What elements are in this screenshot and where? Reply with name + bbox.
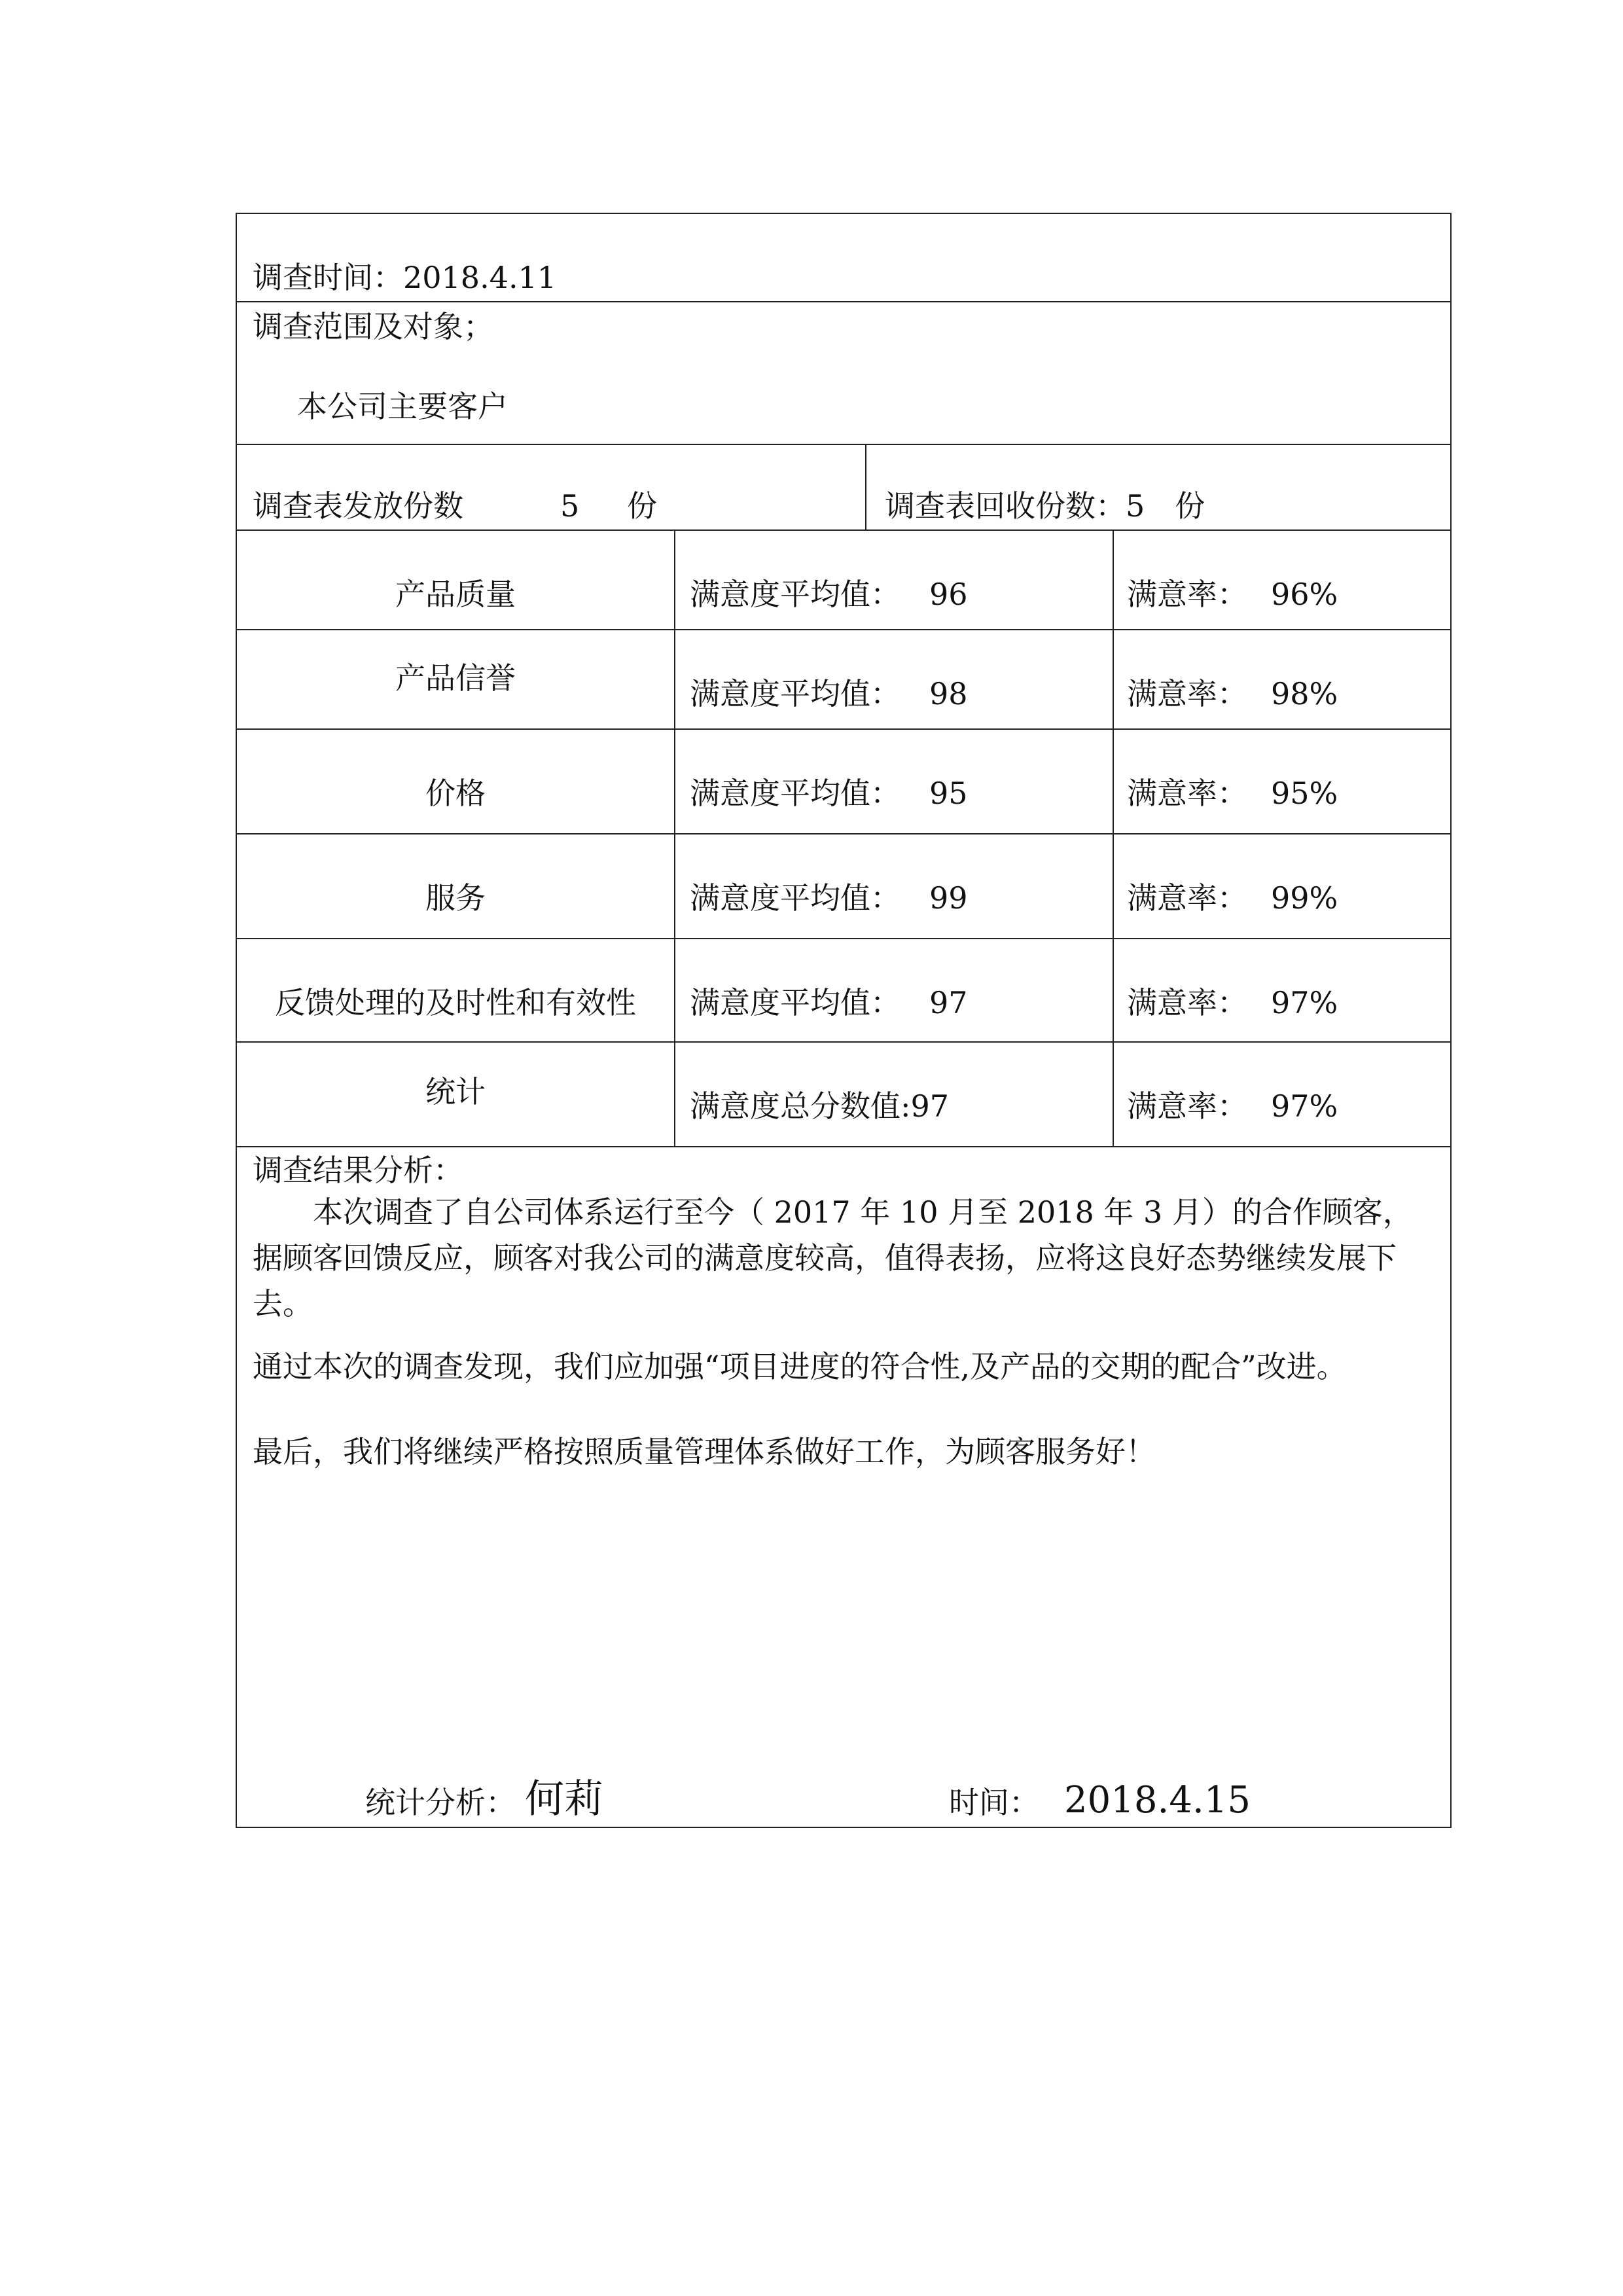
distributed-count: 5 bbox=[560, 488, 580, 524]
column-divider bbox=[674, 1043, 675, 1146]
rate-value: 96% bbox=[1271, 577, 1338, 612]
rate-label: 满意率： bbox=[1127, 676, 1247, 711]
avg-label: 满意度平均值： bbox=[690, 880, 901, 916]
rate-label: 满意率： bbox=[1127, 880, 1247, 916]
rate-value: 97% bbox=[1271, 1088, 1338, 1124]
avg-label: 满意度平均值： bbox=[690, 676, 901, 711]
rate-label: 满意率： bbox=[1127, 1088, 1247, 1124]
rate-label: 满意率： bbox=[1127, 577, 1247, 612]
column-divider bbox=[1113, 630, 1114, 728]
analysis-section bbox=[237, 1147, 1450, 1829]
returned-count: 调查表回收份数：5 份 bbox=[885, 488, 1205, 524]
item-name: 服务 bbox=[425, 880, 486, 916]
rating-row-quality bbox=[237, 531, 1450, 630]
analysis-title: 调查结果分析： bbox=[253, 1153, 463, 1188]
survey-time: 调查时间：2018.4.11 bbox=[253, 260, 557, 295]
rating-row-feedback bbox=[237, 939, 1450, 1043]
item-name: 产品信誉 bbox=[395, 660, 516, 696]
analyst-signature: 何莉 bbox=[525, 1776, 603, 1822]
total-avg: 满意度总分数值:97 bbox=[690, 1088, 950, 1124]
column-divider bbox=[1113, 531, 1114, 629]
rating-row-total bbox=[237, 1043, 1450, 1147]
avg-label: 满意度平均值： bbox=[690, 985, 901, 1020]
column-divider bbox=[674, 834, 675, 938]
analysis-paragraph-2: 通过本次的调查发现，我们应加强“项目进度的符合性,及产品的交期的配合”改进。 bbox=[253, 1349, 1347, 1384]
survey-form bbox=[236, 213, 1452, 1828]
distributed-unit: 份 bbox=[627, 488, 657, 524]
scope-label: 调查范围及对象； bbox=[253, 309, 493, 344]
item-name: 价格 bbox=[425, 776, 486, 811]
analyst-label: 统计分析： bbox=[365, 1785, 516, 1820]
column-divider bbox=[1113, 939, 1114, 1041]
scope-value: 本公司主要客户 bbox=[297, 389, 508, 424]
count-divider bbox=[865, 445, 866, 529]
rating-row-reputation bbox=[237, 630, 1450, 730]
avg-value: 97 bbox=[929, 985, 968, 1020]
column-divider bbox=[674, 939, 675, 1041]
total-name: 统计 bbox=[425, 1074, 486, 1109]
survey-time-row bbox=[237, 214, 1450, 302]
column-divider bbox=[1113, 834, 1114, 938]
column-divider bbox=[1113, 730, 1114, 833]
item-name: 反馈处理的及时性和有效性 bbox=[275, 985, 636, 1020]
rating-row-service bbox=[237, 834, 1450, 939]
date-label: 时间： bbox=[949, 1785, 1039, 1820]
rate-value: 97% bbox=[1271, 985, 1338, 1020]
count-row bbox=[237, 445, 1450, 531]
rate-value: 98% bbox=[1271, 676, 1338, 711]
analysis-paragraph-1: 本次调查了自公司体系运行至今（ 2017 年 10 月至 2018 年 3 月）的合作顾客，据顾客回馈反应，顾客对我公司的满意度较高，值得表扬，应将这良好态势继续发展下去。 bbox=[253, 1194, 1413, 1321]
avg-label: 满意度平均值： bbox=[690, 577, 901, 612]
date-value: 2018.4.15 bbox=[1064, 1779, 1251, 1821]
item-name: 产品质量 bbox=[395, 577, 516, 612]
avg-value: 99 bbox=[929, 880, 968, 916]
rate-label: 满意率： bbox=[1127, 776, 1247, 811]
avg-value: 95 bbox=[929, 776, 968, 811]
rate-value: 99% bbox=[1271, 880, 1338, 916]
rate-label: 满意率： bbox=[1127, 985, 1247, 1020]
avg-value: 98 bbox=[929, 676, 968, 711]
column-divider bbox=[1113, 1043, 1114, 1146]
column-divider bbox=[674, 531, 675, 629]
analysis-paragraph-3: 最后，我们将继续严格按照质量管理体系做好工作，为顾客服务好！ bbox=[253, 1434, 1156, 1469]
column-divider bbox=[674, 730, 675, 833]
column-divider bbox=[674, 630, 675, 728]
scope-row bbox=[237, 302, 1450, 445]
distributed-label: 调查表发放份数 bbox=[253, 488, 463, 524]
rate-value: 95% bbox=[1271, 776, 1338, 811]
avg-label: 满意度平均值： bbox=[690, 776, 901, 811]
avg-value: 96 bbox=[929, 577, 968, 612]
rating-row-price bbox=[237, 730, 1450, 834]
